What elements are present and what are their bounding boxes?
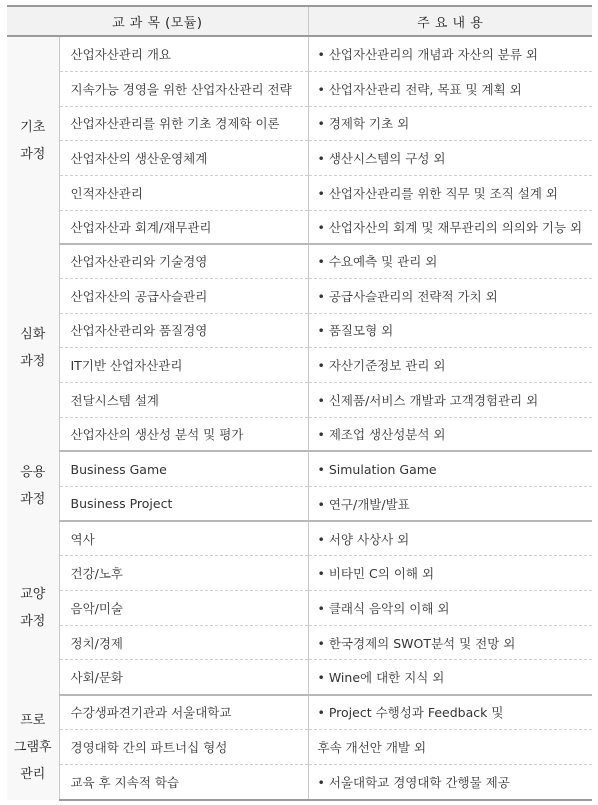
table-row xyxy=(7,244,592,278)
content-cell: • 서양 사상사 외 xyxy=(308,521,592,555)
content-cell: • 공급사슬관리의 전략적 가치 외 xyxy=(308,278,592,313)
table-row xyxy=(7,451,592,486)
header-row xyxy=(7,6,592,36)
course-cell: 산업자산의 공급사슬관리 xyxy=(59,278,308,313)
content-cell: • Wine에 대한 지식 외 xyxy=(308,660,592,695)
table-row xyxy=(7,313,592,347)
course-cell: 사회/문화 xyxy=(59,660,308,695)
content-cell: • 비타민 C의 이해 외 xyxy=(308,555,592,590)
header-content: 주 요 내 용 xyxy=(308,6,592,36)
table-row xyxy=(7,486,592,521)
course-cell: 인적자산관리 xyxy=(59,175,308,210)
course-cell: Business Project xyxy=(59,486,308,521)
course-cell: 산업자산관리를 위한 기초 경제학 이론 xyxy=(59,106,308,140)
table-row xyxy=(7,626,592,660)
course-cell: 산업자산의 생산성 분석 및 평가 xyxy=(59,417,308,451)
table-row xyxy=(7,71,592,106)
table-row xyxy=(7,695,592,730)
category-cell: 응용 과정 xyxy=(7,451,59,521)
course-cell: 역사 xyxy=(59,521,308,555)
category-cell: 기초 과정 xyxy=(7,36,59,244)
course-cell: 산업자산과 회계/재무관리 xyxy=(59,210,308,244)
table-row xyxy=(7,765,592,800)
category-cell: 심화 과정 xyxy=(7,244,59,451)
course-cell: 지속가능 경영을 위한 산업자산관리 전략 xyxy=(59,71,308,106)
course-cell: IT기반 산업자산관리 xyxy=(59,347,308,382)
table-body xyxy=(7,36,592,800)
course-cell: 산업자산관리와 기술경영 xyxy=(59,244,308,278)
category-cell: 교양 과정 xyxy=(7,521,59,694)
content-cell: • 수요예측 및 관리 외 xyxy=(308,244,592,278)
table-row xyxy=(7,417,592,451)
table-row xyxy=(7,521,592,555)
table-row xyxy=(7,382,592,417)
content-cell: • Simulation Game xyxy=(308,451,592,486)
content-cell: • Project 수행성과 Feedback 및 xyxy=(308,695,592,730)
content-cell: • 품질모형 외 xyxy=(308,313,592,347)
content-cell: 후속 개선안 개발 외 xyxy=(308,730,592,765)
table-row xyxy=(7,591,592,626)
category-cell: 프로 그램후 관리 xyxy=(7,695,59,800)
course-cell: 경영대학 간의 파트너십 형성 xyxy=(59,730,308,765)
table-row xyxy=(7,555,592,590)
content-cell: • 클래식 음악의 이해 외 xyxy=(308,591,592,626)
content-cell: • 신제품/서비스 개발과 고객경험관리 외 xyxy=(308,382,592,417)
table-row xyxy=(7,106,592,140)
course-cell: 건강/노후 xyxy=(59,555,308,590)
content-cell: • 한국경제의 SWOT분석 및 전망 외 xyxy=(308,626,592,660)
table-row xyxy=(7,730,592,765)
content-cell: • 산업자산관리 전략, 목표 및 계획 외 xyxy=(308,71,592,106)
course-cell: 전달시스템 설계 xyxy=(59,382,308,417)
table-row xyxy=(7,660,592,695)
content-cell: • 생산시스템의 구성 외 xyxy=(308,140,592,175)
content-cell: • 연구/개발/발표 xyxy=(308,486,592,521)
header-course: 교 과 목 (모듈) xyxy=(7,6,308,36)
table-row xyxy=(7,210,592,244)
table-row xyxy=(7,278,592,313)
content-cell: • 산업자산관리를 위한 직무 및 조직 설계 외 xyxy=(308,175,592,210)
course-cell: 산업자산관리와 품질경영 xyxy=(59,313,308,347)
table-row xyxy=(7,175,592,210)
table-row xyxy=(7,347,592,382)
content-cell: • 산업자산관리의 개념과 자산의 분류 외 xyxy=(308,36,592,71)
course-cell: 산업자산관리 개요 xyxy=(59,36,308,71)
course-cell: Business Game xyxy=(59,451,308,486)
content-cell: • 서울대학교 경영대학 간행물 제공 xyxy=(308,765,592,800)
content-cell: • 산업자산의 회계 및 재무관리의 의의와 기능 외 xyxy=(308,210,592,244)
course-cell: 수강생파견기관과 서울대학교 xyxy=(59,695,308,730)
course-cell: 교육 후 지속적 학습 xyxy=(59,765,308,800)
course-cell: 산업자산의 생산운영체계 xyxy=(59,140,308,175)
table-row xyxy=(7,36,592,71)
content-cell: • 제조업 생산성분석 외 xyxy=(308,417,592,451)
content-cell: • 자산기준정보 관리 외 xyxy=(308,347,592,382)
table-row xyxy=(7,140,592,175)
content-cell: • 경제학 기초 외 xyxy=(308,106,592,140)
course-cell: 음악/미술 xyxy=(59,591,308,626)
course-cell: 정치/경제 xyxy=(59,626,308,660)
curriculum-table xyxy=(7,5,592,801)
